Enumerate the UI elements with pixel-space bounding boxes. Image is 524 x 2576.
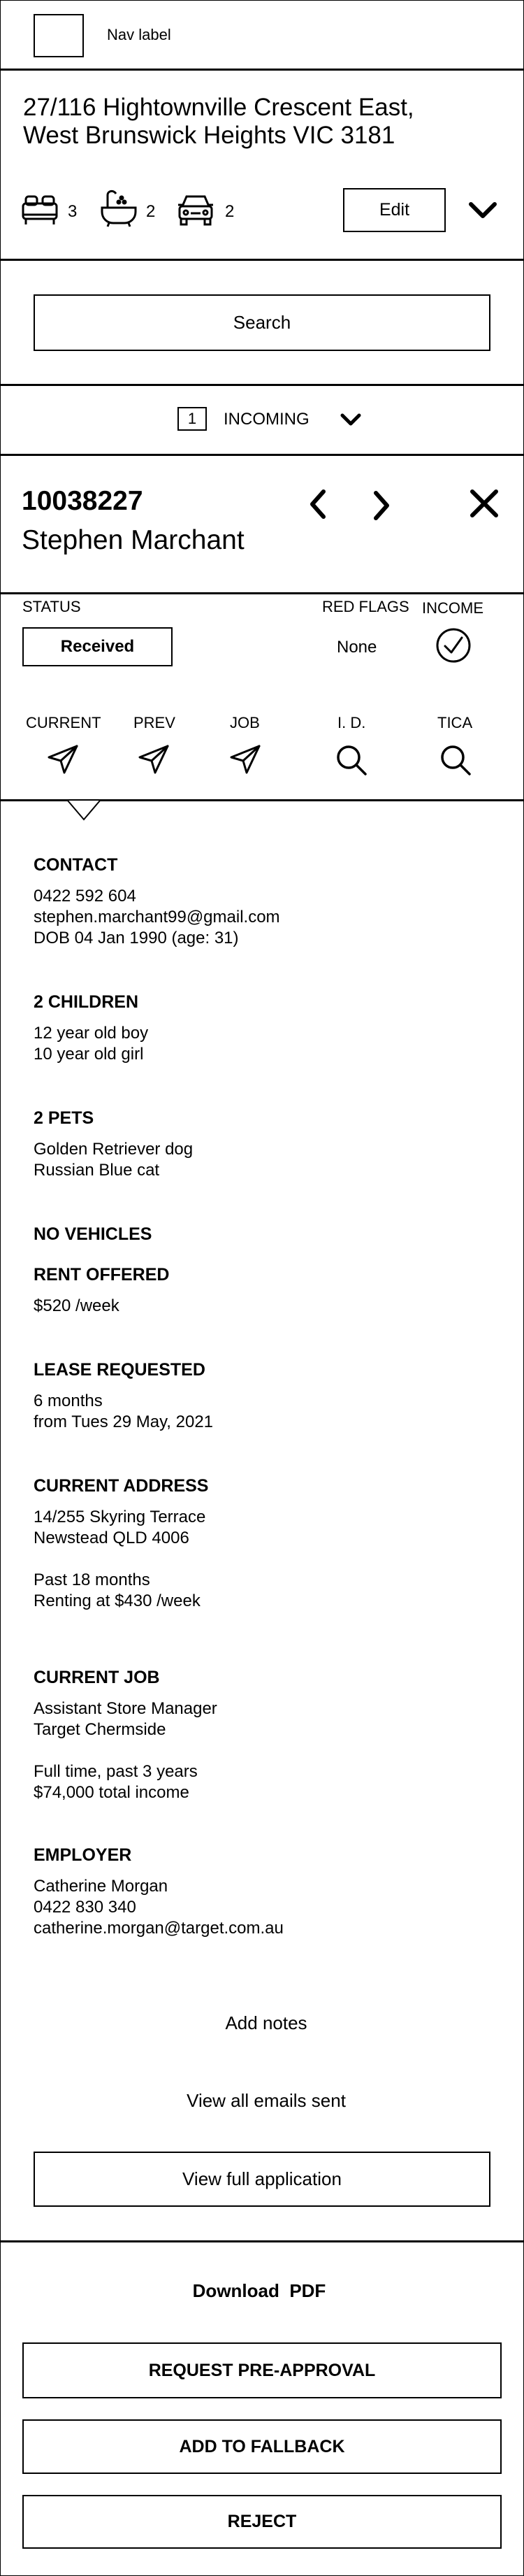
incoming-label[interactable]: INCOMING xyxy=(224,410,310,429)
chevron-down-icon[interactable] xyxy=(340,413,362,427)
check-label-current: CURRENT xyxy=(26,714,101,731)
property-address-line1: 27/116 Hightownville Crescent East, xyxy=(23,94,414,121)
applicant-name: Stephen Marchant xyxy=(22,525,245,555)
car-icon xyxy=(177,192,214,227)
add-notes-link[interactable]: Add notes xyxy=(225,2012,307,2033)
search-icon[interactable] xyxy=(439,744,472,776)
rent-title: RENT OFFERED xyxy=(34,1265,170,1285)
add-to-fallback-label: ADD TO FALLBACK xyxy=(179,2436,345,2456)
bath-icon xyxy=(101,188,137,227)
current-job-title: CURRENT JOB xyxy=(34,1668,160,1687)
current-job-line: Target Chermside xyxy=(34,1720,166,1739)
children-title: 2 CHILDREN xyxy=(34,992,139,1012)
current-address-line: Past 18 months xyxy=(34,1570,150,1589)
send-icon[interactable] xyxy=(229,744,261,775)
view-emails-link[interactable]: View all emails sent xyxy=(187,2090,346,2111)
current-address-title: CURRENT ADDRESS xyxy=(34,1476,209,1496)
check-circle-icon[interactable] xyxy=(435,627,472,664)
add-to-fallback-button[interactable] xyxy=(22,2419,502,2474)
nav-label: Nav label xyxy=(107,26,171,43)
contact-title: CONTACT xyxy=(34,855,118,875)
download-pdf-link[interactable]: Download PDF xyxy=(192,2280,326,2301)
view-full-application-button[interactable] xyxy=(34,2152,490,2207)
chevron-down-icon[interactable] xyxy=(467,201,498,220)
current-address-line: 14/255 Skyring Terrace xyxy=(34,1508,206,1526)
check-label-tica: TICA xyxy=(437,714,473,731)
lease-line: 6 months xyxy=(34,1391,103,1410)
contact-email[interactable]: stephen.marchant99@gmail.com xyxy=(34,908,280,926)
divider xyxy=(1,2240,523,2242)
status-label: STATUS xyxy=(22,598,81,615)
employer-phone[interactable]: 0422 830 340 xyxy=(34,1898,136,1917)
divider xyxy=(1,454,523,456)
status-badge[interactable] xyxy=(22,627,173,666)
view-full-application-label: View full application xyxy=(182,2168,342,2189)
reject-label: REJECT xyxy=(227,2512,297,2531)
car-space-count: 2 xyxy=(225,202,235,221)
applicant-id: 10038227 xyxy=(22,486,143,516)
search-button[interactable] xyxy=(34,294,490,351)
divider xyxy=(1,259,523,261)
search-icon[interactable] xyxy=(335,744,367,776)
send-icon[interactable] xyxy=(47,744,79,775)
divider xyxy=(1,592,523,594)
children-line: 10 year old girl xyxy=(34,1045,144,1064)
employer-title: EMPLOYER xyxy=(34,1845,132,1865)
income-label: INCOME xyxy=(422,599,483,617)
employer-email[interactable]: catherine.morgan@target.com.au xyxy=(34,1919,284,1938)
pets-line: Golden Retriever dog xyxy=(34,1140,194,1159)
current-address-line: Newstead QLD 4006 xyxy=(34,1529,189,1547)
check-label-job: JOB xyxy=(230,714,260,731)
bedroom-count: 3 xyxy=(68,202,78,221)
divider xyxy=(1,69,523,71)
lease-line: from Tues 29 May, 2021 xyxy=(34,1412,214,1431)
send-icon[interactable] xyxy=(138,744,170,775)
chevron-left-icon[interactable] xyxy=(308,489,328,520)
rent-value: $520 /week xyxy=(34,1296,119,1315)
pointer-caret-icon xyxy=(66,800,101,821)
request-pre-approval-button[interactable] xyxy=(22,2342,502,2398)
current-address-line: Renting at $430 /week xyxy=(34,1591,201,1610)
lease-title: LEASE REQUESTED xyxy=(34,1360,205,1380)
current-job-line: $74,000 total income xyxy=(34,1783,189,1802)
current-job-line: Full time, past 3 years xyxy=(34,1762,198,1781)
check-label-id: I. D. xyxy=(337,714,366,731)
reject-button[interactable] xyxy=(22,2495,502,2549)
chevron-right-icon[interactable] xyxy=(372,490,391,521)
red-flags-value: None xyxy=(337,638,377,657)
edit-button-label: Edit xyxy=(379,200,410,220)
nav-icon-box[interactable] xyxy=(34,14,84,57)
vehicles-title: NO VEHICLES xyxy=(34,1224,152,1244)
search-button-label: Search xyxy=(233,312,291,333)
bathroom-count: 2 xyxy=(146,202,156,221)
edit-button[interactable] xyxy=(343,188,446,232)
red-flags-label: RED FLAGS xyxy=(322,598,409,615)
check-label-prev: PREV xyxy=(133,714,175,731)
contact-phone[interactable]: 0422 592 604 xyxy=(34,887,136,906)
incoming-count-badge xyxy=(177,407,207,431)
pets-title: 2 PETS xyxy=(34,1108,94,1128)
request-pre-approval-label: REQUEST PRE-APPROVAL xyxy=(148,2360,376,2380)
contact-dob: DOB 04 Jan 1990 (age: 31) xyxy=(34,929,239,947)
children-line: 12 year old boy xyxy=(34,1024,149,1043)
pets-line: Russian Blue cat xyxy=(34,1161,160,1180)
incoming-count: 1 xyxy=(187,410,197,427)
close-icon[interactable] xyxy=(469,488,500,519)
property-address-line2: West Brunswick Heights VIC 3181 xyxy=(23,122,395,149)
employer-name: Catherine Morgan xyxy=(34,1877,168,1896)
divider xyxy=(1,384,523,386)
status-value: Received xyxy=(60,637,135,656)
bed-icon xyxy=(22,194,58,226)
current-job-line: Assistant Store Manager xyxy=(34,1699,217,1718)
